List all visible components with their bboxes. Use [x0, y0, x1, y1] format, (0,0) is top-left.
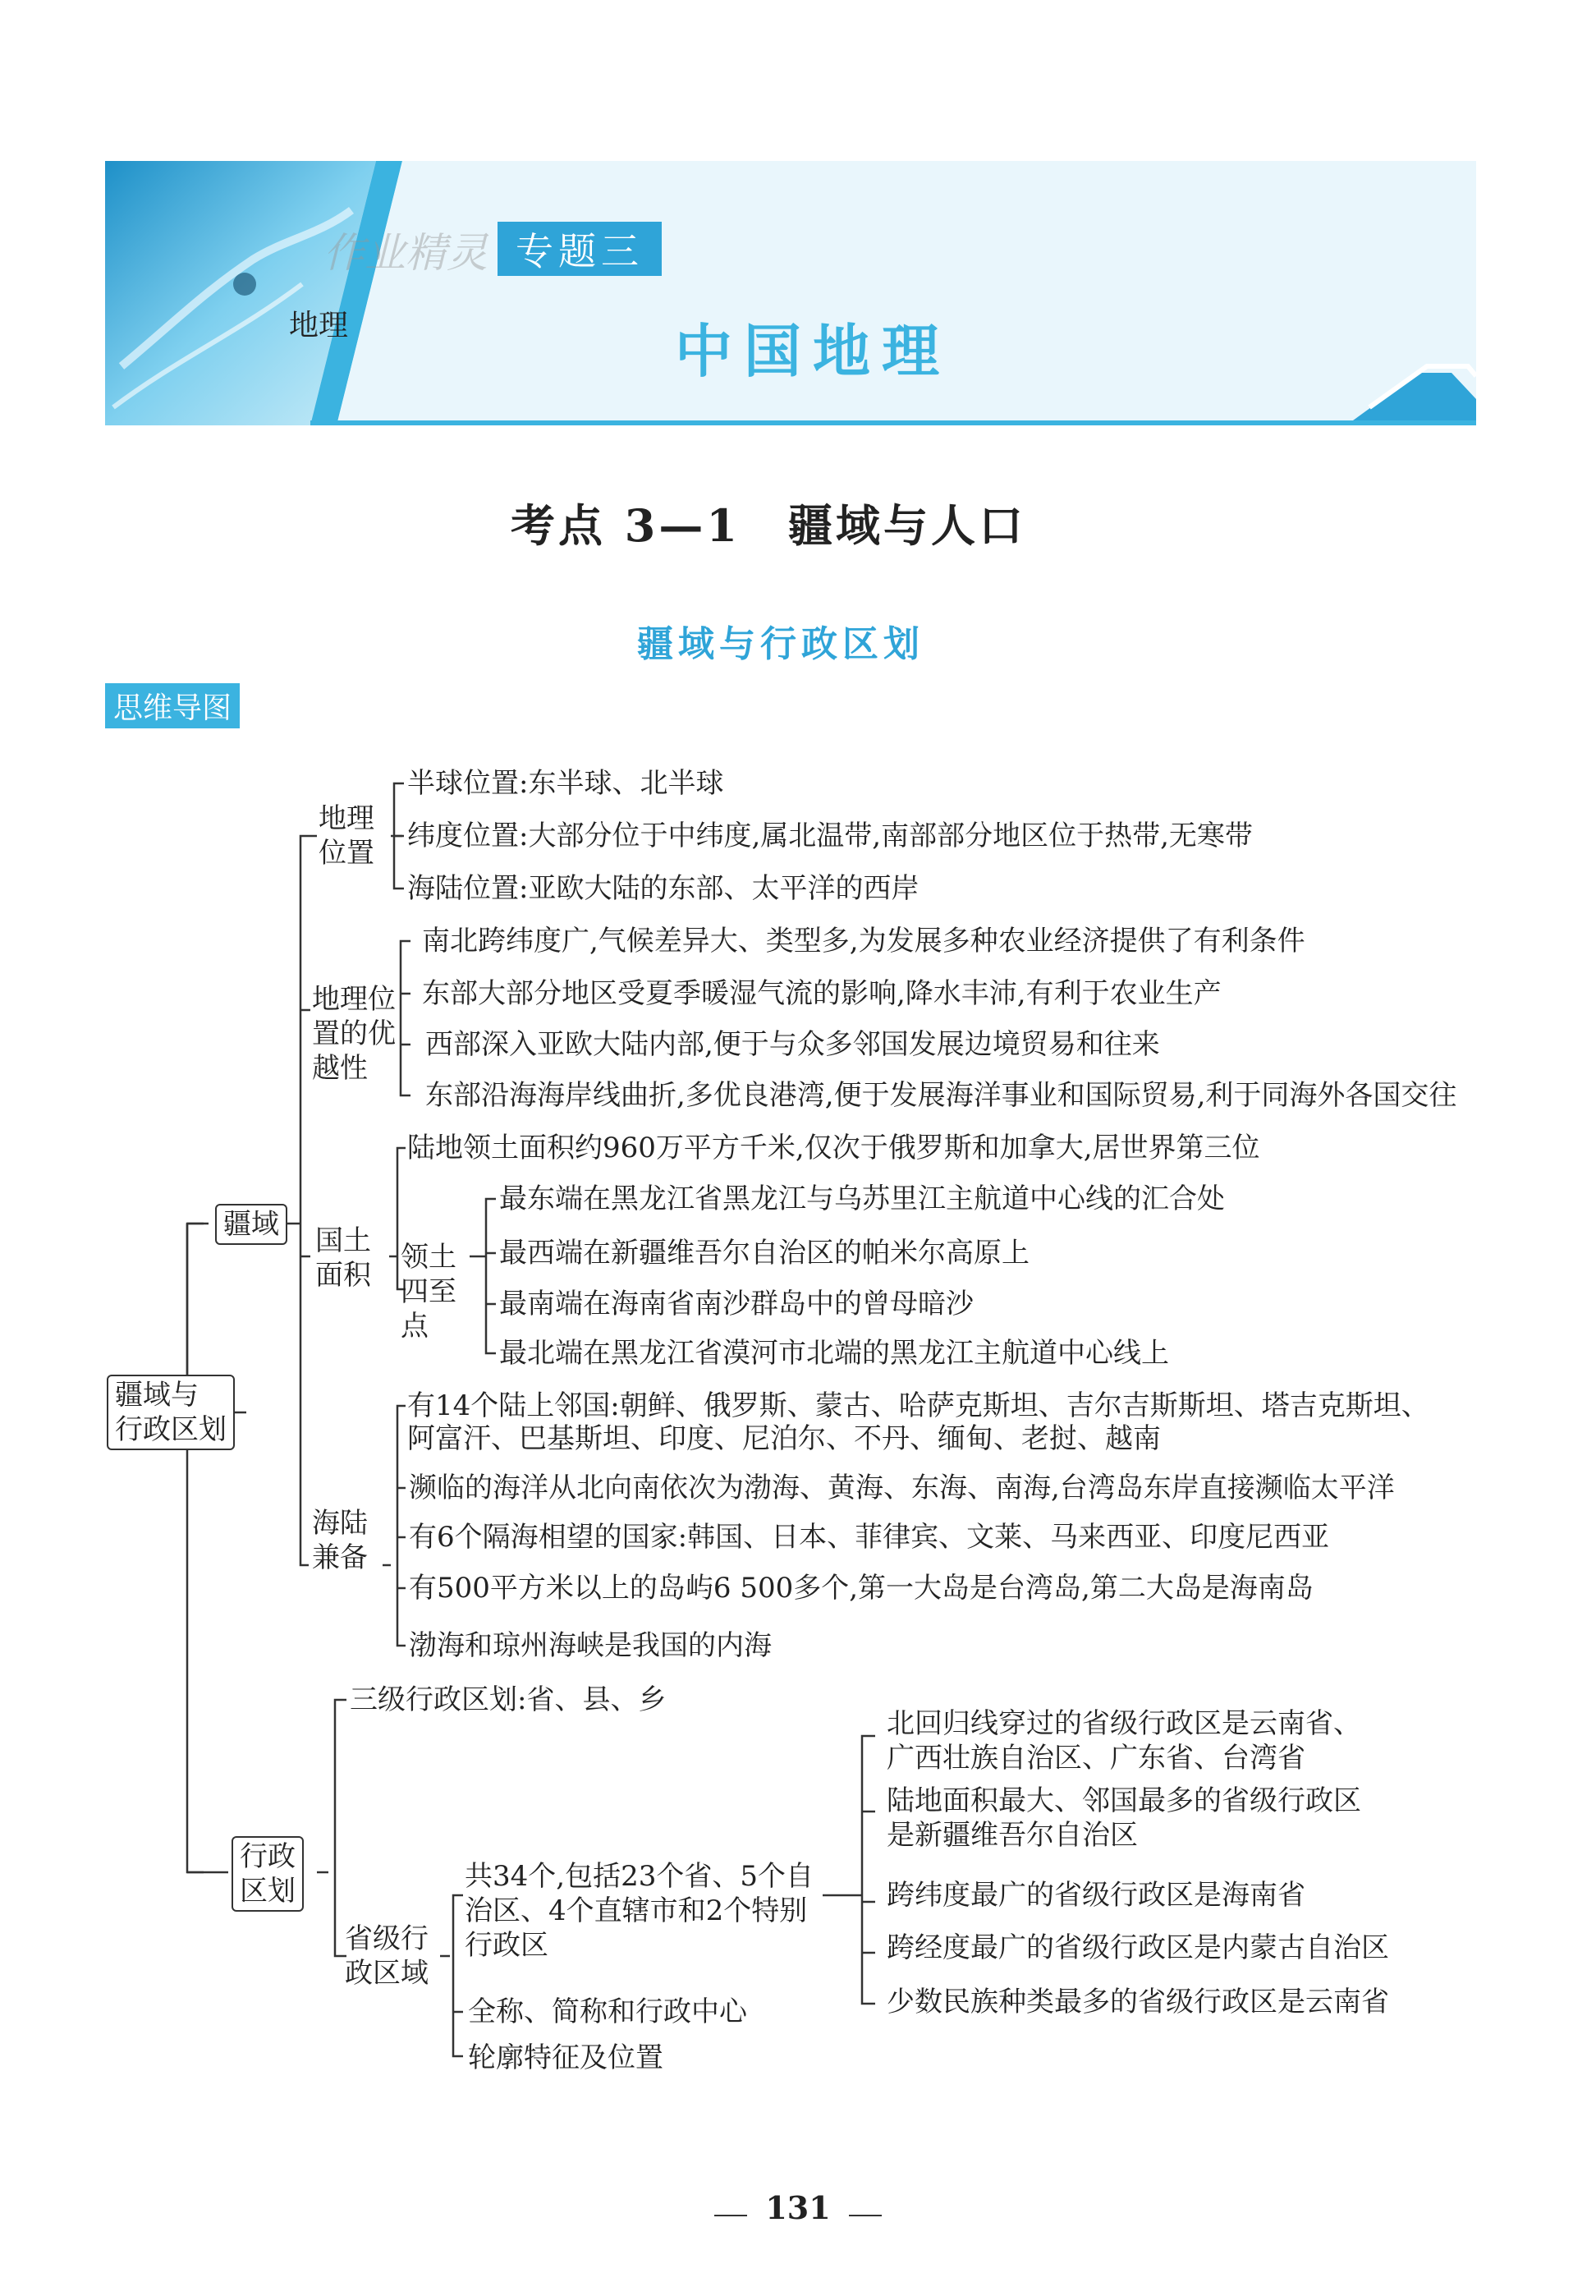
leaf-latitude: 纬度位置:大部分位于中纬度,属北温带,南部部分地区位于热带,无寒带 [407, 820, 1253, 852]
fact-longitude-span: 跨经度最广的省级行政区是内蒙古自治区 [887, 1931, 1389, 1964]
node-xingzheng-l2: 区划 [240, 1875, 296, 1908]
node-youyuexing-l3: 越性 [312, 1052, 368, 1085]
leaf-sea-land: 海陆位置:亚欧大陆的东部、太平洋的西岸 [407, 872, 920, 905]
leaf-youyue-1: 南北跨纬度广,气候差异大、类型多,为发展多种农业经济提供了有利条件 [422, 925, 1305, 957]
leaf-islands: 有500平方米以上的岛屿6 500多个,第一大岛是台湾岛,第二大岛是海南岛 [409, 1572, 1314, 1605]
mindmap-badge: 思维导图 [105, 683, 240, 728]
section-title: 疆域与行政区划 [637, 623, 924, 665]
root-label-2: 行政区划 [115, 1413, 227, 1446]
node-sizhi [401, 1240, 456, 1343]
node-xingzheng [232, 1836, 304, 1912]
leaf-youyue-3: 西部深入亚欧大陆内部,便于与众多邻国发展边境贸易和往来 [425, 1028, 1160, 1061]
fact-largest-l1: 陆地面积最大、邻国最多的省级行政区 [887, 1784, 1361, 1817]
leaf-east-end: 最东端在黑龙江省黑龙江与乌苏里江主航道中心线的汇合处 [499, 1182, 1225, 1215]
kaodian-title: 考点 3—1 疆域与人口 [511, 499, 1026, 552]
fact-largest [887, 1784, 1361, 1853]
subject-label: 地理 [289, 309, 349, 342]
fact-largest-l2: 是新疆维吾尔自治区 [887, 1819, 1138, 1852]
leaf-neighbors-2: 阿富汗、巴基斯坦、印度、尼泊尔、不丹、缅甸、老挝、越南 [407, 1422, 1161, 1455]
node-youyuexing [312, 982, 396, 1086]
node-xingzheng-l1: 行政 [240, 1840, 296, 1873]
leaf-sanji: 三级行政区划:省、县、乡 [350, 1683, 667, 1716]
fact-tropic-l2: 广西壮族自治区、广东省、台湾省 [887, 1742, 1305, 1775]
leaf-fullname: 全称、简称和行政中心 [468, 1995, 747, 2028]
node-guotu [315, 1224, 371, 1293]
chapter-title: 中国地理 [675, 318, 951, 385]
node-dili-weizhi-l2: 位置 [319, 837, 374, 870]
leaf-count [465, 1859, 814, 1963]
leaf-north-end: 最北端在黑龙江省漠河市北端的黑龙江主航道中心线上 [499, 1337, 1169, 1370]
leaf-seas: 濒临的海洋从北向南依次为渤海、黄海、东海、南海,台湾岛东岸直接濒临太平洋 [409, 1472, 1395, 1504]
node-youyuexing-l2: 置的优 [312, 1017, 396, 1050]
node-shengji [345, 1922, 429, 1991]
leaf-inland-sea: 渤海和琼州海峡是我国的内海 [409, 1629, 772, 1662]
leaf-area: 陆地领土面积约960万平方千米,仅次于俄罗斯和加拿大,居世界第三位 [407, 1132, 1260, 1164]
node-shengji-l1: 省级行 [345, 1922, 429, 1955]
fact-tropic-l1: 北回归线穿过的省级行政区是云南省、 [887, 1707, 1361, 1740]
leaf-neighbors-1: 有14个陆上邻国:朝鲜、俄罗斯、蒙古、哈萨克斯坦、吉尔吉斯斯坦、塔吉克斯坦、 [407, 1389, 1429, 1422]
leaf-count-l1: 共34个,包括23个省、5个自 [465, 1860, 814, 1893]
node-hailu [312, 1506, 368, 1575]
leaf-count-l2: 治区、4个直辖市和2个特别 [465, 1894, 808, 1927]
node-hailu-l1: 海陆 [312, 1507, 368, 1540]
page-dash-right [849, 2215, 882, 2216]
node-sizhi-l3: 点 [401, 1310, 429, 1343]
node-sizhi-l1: 领土 [401, 1241, 456, 1274]
root-label-1: 疆域与 [115, 1379, 199, 1412]
fact-tropic [887, 1706, 1361, 1775]
node-dili-weizhi-l1: 地理 [319, 802, 374, 835]
leaf-youyue-2: 东部大部分地区受夏季暖湿气流的影响,降水丰沛,有利于农业生产 [422, 977, 1222, 1010]
node-guotu-l1: 国土 [315, 1224, 371, 1257]
leaf-south-end: 最南端在海南省南沙群岛中的曾母暗沙 [499, 1288, 974, 1320]
node-sizhi-l2: 四至 [401, 1275, 456, 1308]
watermark: 作业精灵 [323, 229, 488, 277]
leaf-hemisphere: 半球位置:东半球、北半球 [407, 767, 724, 800]
topic-label: 专题三 [498, 222, 662, 276]
leaf-outline: 轮廓特征及位置 [468, 2041, 663, 2074]
node-youyuexing-l1: 地理位 [312, 983, 396, 1016]
fact-ethnic: 少数民族种类最多的省级行政区是云南省 [887, 1986, 1389, 2018]
fact-latitude-span: 跨纬度最广的省级行政区是海南省 [887, 1879, 1305, 1912]
leaf-west-end: 最西端在新疆维吾尔自治区的帕米尔高原上 [499, 1237, 1030, 1270]
root-node [107, 1375, 235, 1450]
leaf-youyue-4: 东部沿海海岸线曲折,多优良港湾,便于发展海洋事业和国际贸易,利于同海外各国交往 [425, 1079, 1457, 1112]
node-dili-weizhi [319, 801, 374, 870]
node-hailu-l2: 兼备 [312, 1541, 368, 1574]
page-number: 131 [765, 2189, 831, 2226]
leaf-across-sea: 有6个隔海相望的国家:韩国、日本、菲律宾、文莱、马来西亚、印度尼西亚 [409, 1521, 1330, 1554]
page-dash-left [714, 2215, 747, 2216]
node-guotu-l2: 面积 [315, 1259, 371, 1292]
page-footer [708, 2189, 888, 2226]
node-shengji-l2: 政区域 [345, 1957, 429, 1990]
node-jiangyu: 疆域 [215, 1204, 287, 1245]
leaf-count-l3: 行政区 [465, 1929, 548, 1962]
